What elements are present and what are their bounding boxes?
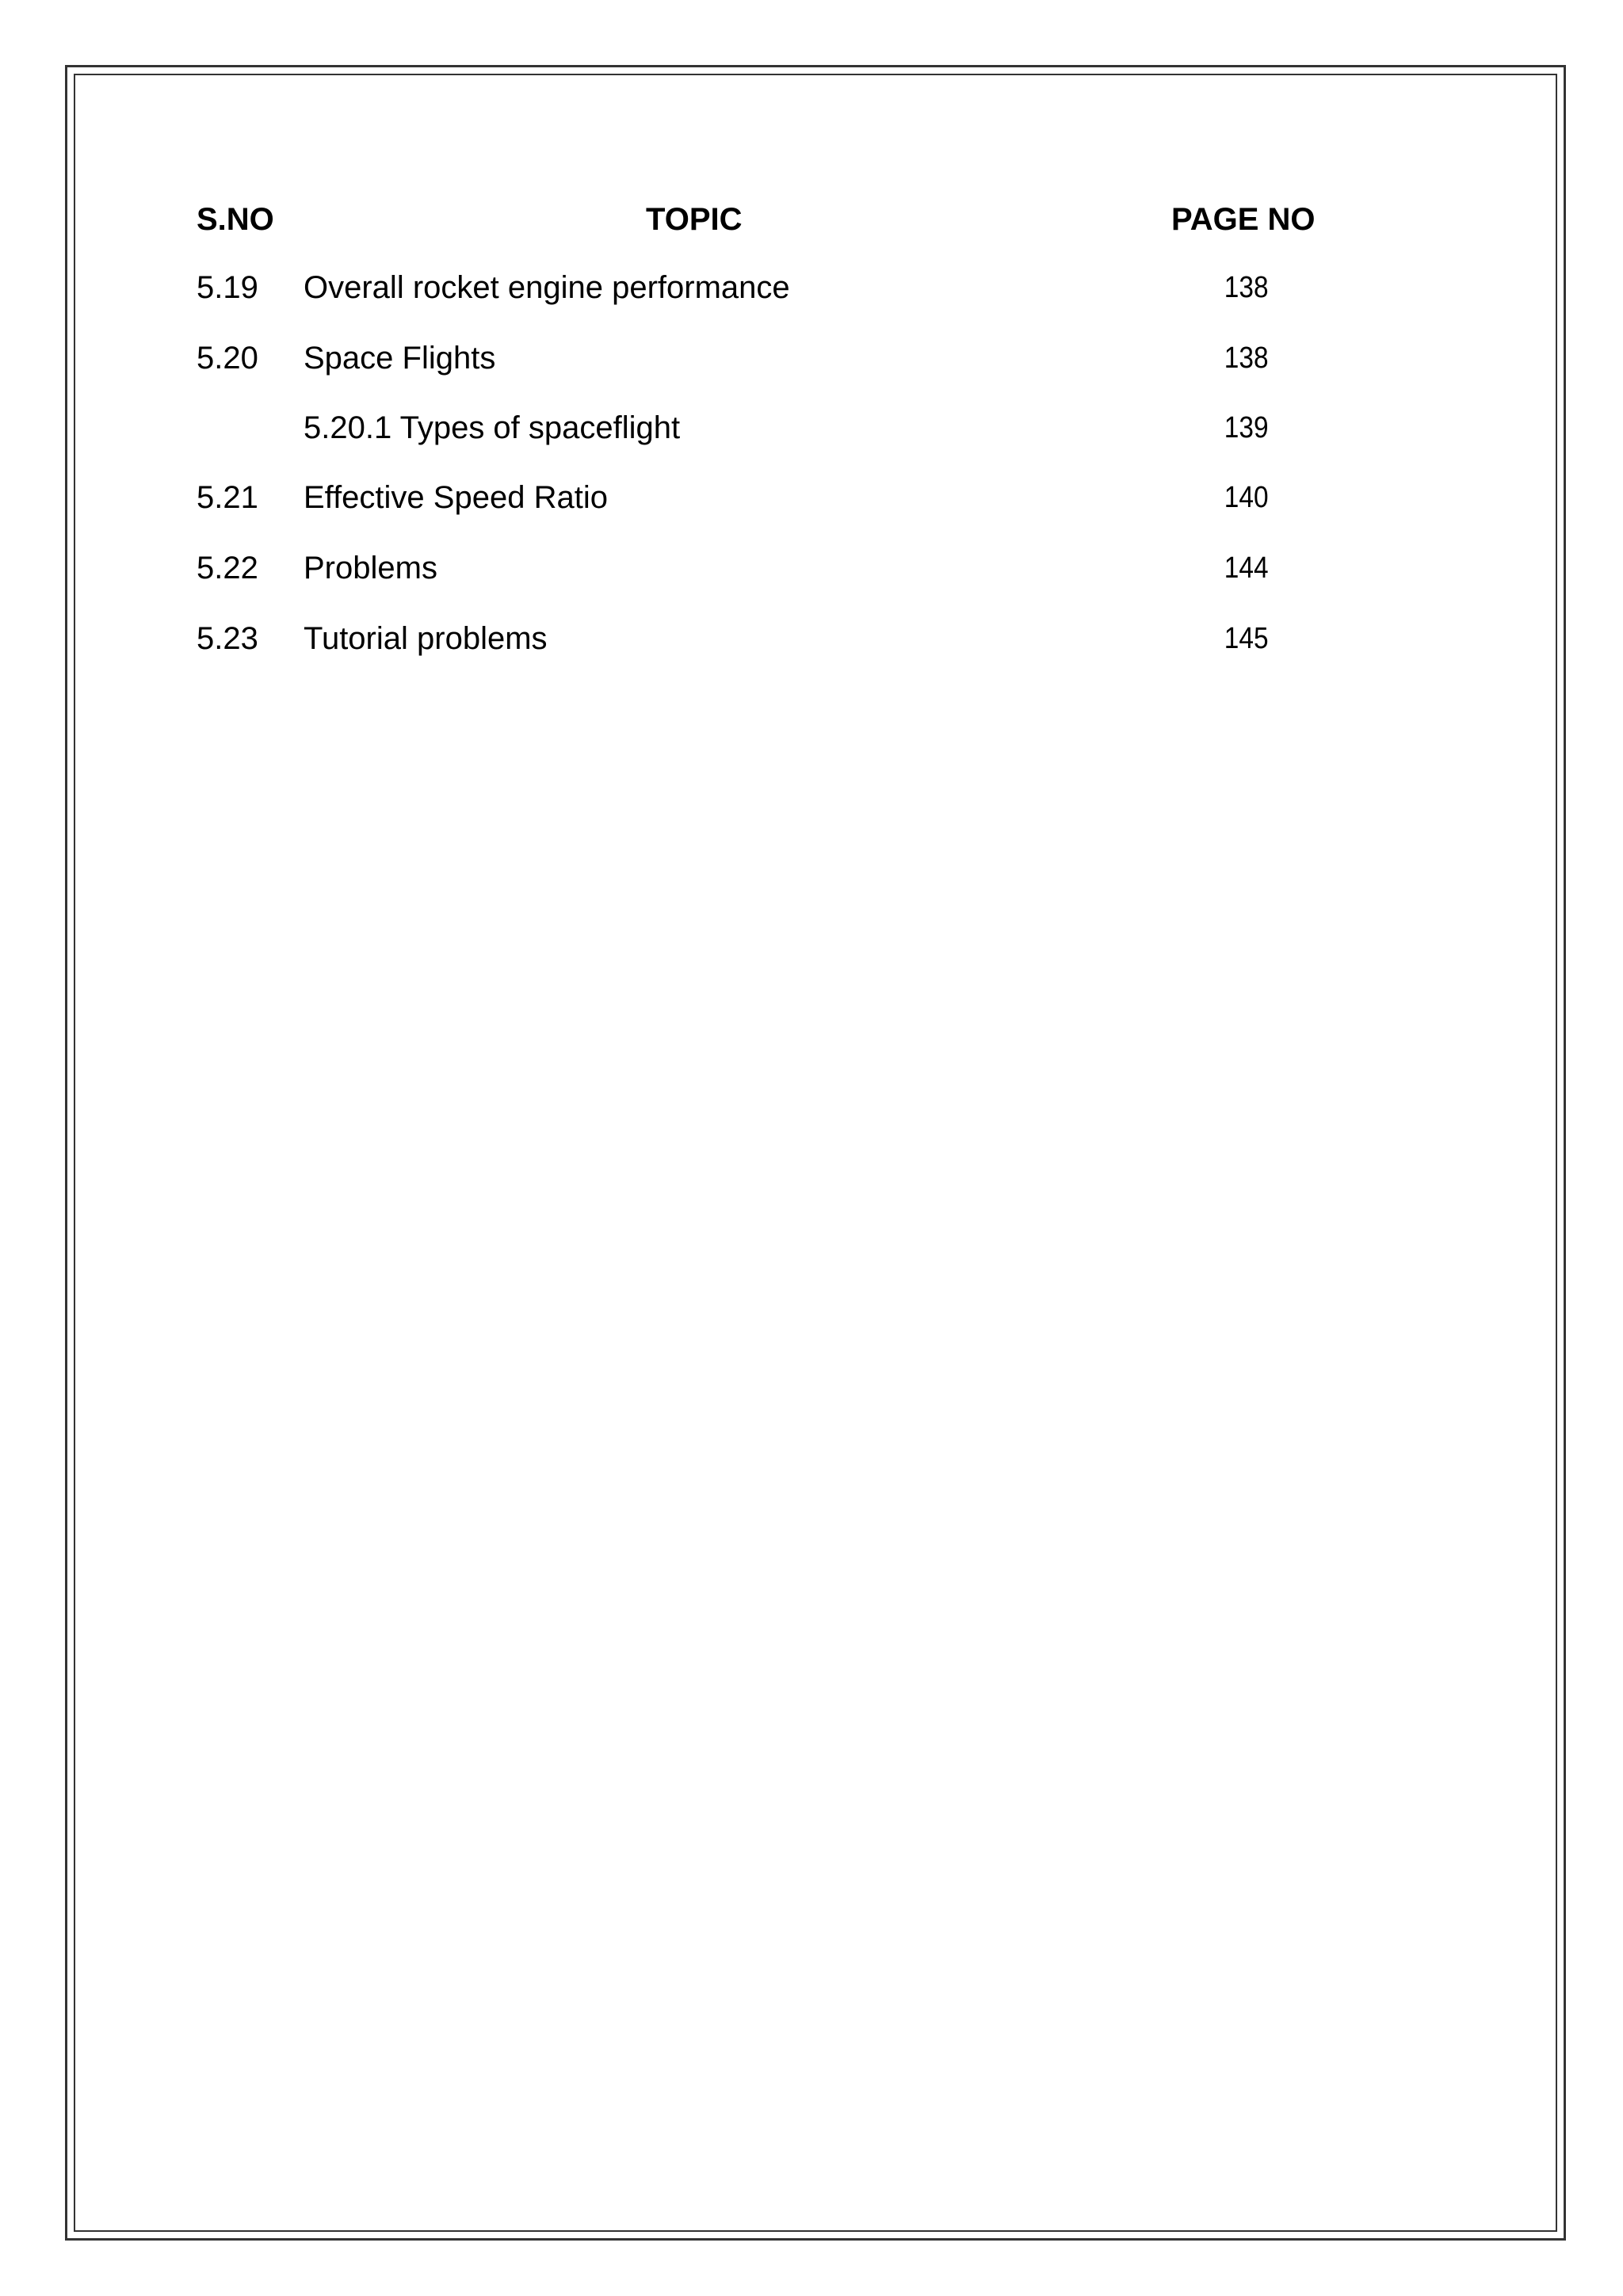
header-page-no: PAGE NO: [1171, 202, 1316, 237]
row-page: 138: [1224, 271, 1269, 304]
header-sno: S.NO: [197, 202, 274, 237]
row-sno: 5.22: [197, 551, 258, 585]
row-sno: 5.20: [197, 341, 258, 376]
row-topic: 5.20.1 Types of spaceflight: [304, 410, 681, 445]
row-page: 139: [1224, 411, 1269, 444]
row-topic: Effective Speed Ratio: [304, 480, 608, 515]
row-topic: Overall rocket engine performance: [304, 270, 790, 305]
header-topic: TOPIC: [646, 202, 743, 237]
row-topic: Problems: [304, 551, 437, 585]
row-page: 144: [1224, 551, 1269, 585]
row-sno: 5.21: [197, 480, 258, 515]
row-page: 140: [1224, 481, 1269, 514]
row-topic: Space Flights: [304, 341, 496, 376]
row-sno: 5.23: [197, 621, 258, 656]
row-sno: 5.19: [197, 270, 258, 305]
row-page: 145: [1224, 622, 1269, 655]
row-topic: Tutorial problems: [304, 621, 548, 656]
row-page: 138: [1224, 341, 1269, 375]
